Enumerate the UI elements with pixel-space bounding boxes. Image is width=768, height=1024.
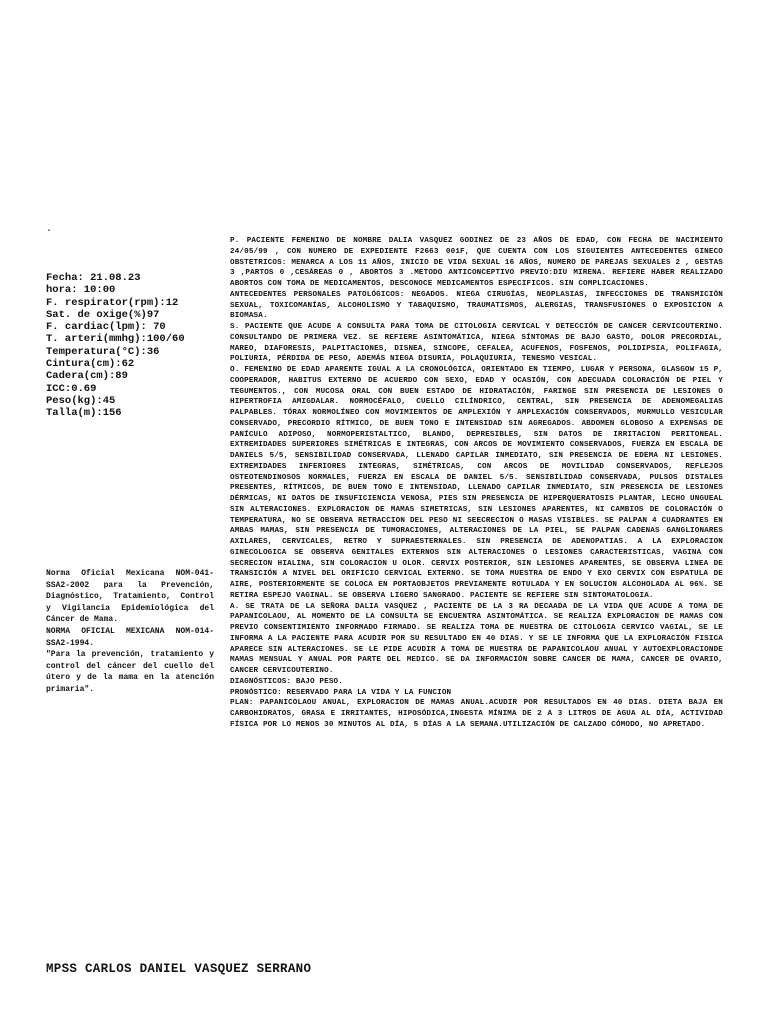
vital-waist: Cintura(cm):62 [46,358,135,371]
norma-nom-041: Norma Oficial Mexicana NOM-041-SSA2-2002 para la Prevención, Diagnóstico, Tratamiento, Control y Vigilancia Epidemiológica del Cáncer de Mama. [46,569,214,625]
vital-height: Talla(m):156 [46,407,122,420]
vital-signs [46,272,216,420]
note-assessment: A. SE TRATA DE LA SEÑORA DALIA VASQUEZ , PACIENTE DE LA 3 RA DECAADA DE LA VIDA QUE ACUDE A TOMA DE PAPANICOLAOU, AL MOMENTO DE LA CONSULTA SE ENCUENTRA ASINTOMÁTICA. SE REALIZA EXPLORACION DE MAMAS CON PREVIO CONSENTIMIENTO INFORMADO FIRMADO. SE REALIZA TOMA DE MUESTRA DE CITOLOGIA CERVICO VAGIAL, SE LE INFORMA A LA PACIENTE PARA ACUDIR POR SU RESULTADO EN 40 DIAS. Y SE LE INFORMA QUE LA EXPLORACIÓN FISICA APARECE SIN ALTERACIONES. SE LE PIDE ACUDIR A TOMA DE MUESTRA DE PAPANICOLAOU ANUAL Y AUTOEXPLORACIONDE MAMAS MENSUAL Y ANUAL POR PARTE DEL MEDICO. SE DA INFORMACIÓN SOBRE CANCER DE MAMA, CANCER DE OVARIO, CANCER CERVICOUTERINO. [230,602,723,675]
note-subjective: S. PACIENTE QUE ACUDE A CONSULTA PARA TOMA DE CITOLOGIA CERVICAL Y DETECCIÓN DE CANCER CERVICOUTERINO. CONSULTANDO DE PRIMERA VEZ. SE REFIERE ASINTOMÁTICA, NIEGA SÍNTOMAS DE BAJO GASTO, DOLOR PRECORDIAL, MAREO, DIAFORESIS, PALPITACIONES, DISNEA, SINCOPE, CEFALEA, ACUFENOS, FOSFENOS, POLIDIPSIA, POLIFAGIA, POLIURIA, PÉRDIDA DE PESO, ADEMÁS NIEGA DISURIA, POLAQUIURIA, TENESMO VESICAL. [230,323,723,364]
clinical-note [230,236,723,731]
note-plan: PLAN: PAPANICOLAOU ANUAL, EXPLORACION DE MAMAS ANUAL.ACUDIR POR RESULTADOS EN 40 DIAS. DIETA BAJA EN CARBOHIDRATOS, GRASA E IRRITANTES, HIPOSÓDICA,INGESTA MÍNIMA DE 2 A 3 LITROS DE AGUA AL DÍA, ACTIVIDAD FÍSICA POR LO MENOS 30 MINUTOS AL DÍA, 5 DÍAS A LA SEMANA.UTILIZACIÓN DE CALZADO CÓMODO, NO APRETADO. [230,699,723,729]
vital-icc: ICC:0.69 [46,382,97,395]
vital-temperature: Temperatura(°C):36 [46,345,160,358]
norma-reference [46,568,214,696]
norma-nom-014: NORMA OFICIAL MEXICANA NOM-014-SSA2-1994. [46,626,214,648]
vital-oxygen-saturation: Sat. de oxige(%)97 [46,308,160,321]
vital-time: hora: 10:00 [46,284,116,297]
vital-date: Fecha: 21.08.23 [46,272,141,284]
stray-mark: . [46,224,53,235]
vital-weight: Peso(kg):45 [46,394,116,407]
vital-blood-pressure: T. arteri(mmhg):100/60 [46,333,185,346]
note-prognosis: PRONÓSTICO: RESERVADO PARA LA VIDA Y LA FUNCION [230,688,452,697]
note-patient-history: P. PACIENTE FEMENINO DE NOMBRE DALIA VASQUEZ GODINEZ DE 23 AÑOS DE EDAD, CON FECHA DE NACIMIENTO 24/05/99 , CON NUMERO DE EXPEDIENTE F2663 001F, QUE CUENTA CON LOS SIGUIENTES ANTECEDENTES GINECO OBSTETRICOS: MENARCA A LOS 11 AÑOS, INICIO DE VIDA SEXUAL 16 AÑOS, NUMERO DE PAREJAS SEXUALES 2 , GESTAS 3 ,PARTOS 0 ,CESÁREAS 0 , ABORTOS 3 .METODO ANTICONCEPTIVO PREVIO:DIU MIRENA. REFIERE HABER REALIZADO ABORTOS CON TOMA DE MEDICAMENTOS, DESCONOCE MEDICAMENTOS ESPECIFICOS. SIN COMPLICACIONES. [230,237,723,288]
note-pathological-history: ANTECEDENTES PERSONALES PATOLÓGICOS: NEGADOS. NIEGA CIRUGÍAS, NEOPLASIAS, INFECCIONES DE TRANSMICIÓN SEXUAL, TOXICOMANÍAS, ALCOHOLISMO Y TABAQUISMO, TRAUMATISMOS, ALERGIAS, TRANSFUSIONES O EXPOSICION A BIOMASA. [230,290,723,321]
vital-respiratory-rate: F. respirator(rpm):12 [46,296,179,309]
norma-quote: "Para la prevención, tratamiento y control del cáncer del cuello del útero y de la mama en la atención primaria". [46,650,214,694]
physician-signature: MPSS CARLOS DANIEL VASQUEZ SERRANO [46,962,312,976]
vital-heart-rate: F. cardiac(lpm): 70 [46,321,166,334]
vital-hip: Cadera(cm):89 [46,370,128,383]
note-objective: O. FEMENINO DE EDAD APARENTE IGUAL A LA CRONOLÓGICA, ORIENTADO EN TIEMPO, LUGAR Y PERSONA, GLASGOW 15 P, COOPERADOR, HABITUS EXTERNO DE ACUERDO CON SEXO, EDAD Y OCASIÓN, CON ADECUADA COLORACIÓN DE PIEL Y TEGUMENTOS., CON MUCOSA ORAL CON BUEN ESTADO DE HIDRATACIÓN, FARINGE SIN PRESENCIA DE LESIONES O HIPERTROFIA AMIGDALAR. NORMOCÉFALO, CUELLO CILÍNDRICO, CENTRAL, SIN PRESENCIA DE ADENOMEGALIAS PALPABLES. TÓRAX NORMOLÍNEO CON MOVIMIENTOS DE AMPLEXIÓN Y AMPLEXACIÓN CONSERVADOS, MURMULLO VESICULAR CONSERVADO, PRECORDIO RÍTMICO, DE BUEN TONO E INTENSIDAD SIN AGREGADOS. ABDOMEN GLOBOSO A EXPENSAS DE PANÍCULO ADIPOSO, NORMOPERISTALTICO, BLANDO, DEPRESIBLES, SIN DATOS DE IRRITACION PERITONEAL. EXTREMIDADES SUPERIORES SIMÉTRICAS E INTEGRAS, CON ARCOS DE MOVIMIENTO CONSERVADOS, FUERZA EN ESCALA DE DANIELS 5/5, SENSIBILIDAD CONSERVADA, LLENADO CAPILAR INMEDIATO, SIN PRESENCIA DE EDEMA NI LESIONES. EXTREMIDADES INFERIORES INTEGRAS, SIMÉTRICAS, CON ARCOS DE MOVILIDAD CONSERVADOS, REFLEJOS OSTEOTENDINOSOS NORMALES, FUERZA EN ESCALA DE DANIEL 5/5. SENSIBILIDAD CONSERVADA, PULSOS DISTALES PRESENTES, RÍTMICOS, DE BUEN TONO E INTENSIDAD, LLENADO CAPILAR INMEDIATO, SIN PRESENCIA DE LESIONES DÉRMICAS, NI DATOS DE INSUFICIENCIA VENOSA, PIES SIN PRESENCIA DE HIPERQUERATOSIS PLANTAR, LECHO UNGUEAL SIN ALTERACIONES. EXPLORACION DE MAMAS SIMETRICAS, SIN LESIONES APARENTES, NI CAMBIOS DE COLORACIÓN O TEMPERATURA, NO SE OBSERVA RETRACCION DEL PESO NI SEECRECION O MASAS VISIBLES. SE PALPAN 4 CUADRANTES EN AMBAS MAMAS, SIN PRESENCIA DE TUMORACIONES, ALTERACIONES DE LA PIEL, SE PALPAN CADENAS GANGLIONARES AXILARES, CERVICALES, RETRO Y SUPRAESTERNALES. SIN PRESENCIA DE ADENOPATIAS. A LA EXPLORACION GINECOLOGICA SE OBSERVA GENITALES EXTERNOS SIN ALTERACIONES O LESIONES CARACTERISTICAS, VAGINA CON SECRECION HIALINA, SIN COLORACION U OLOR. CERVIX POSTERIOR, SIN LESIONES APARENTES, SE OBSERVA LINEA DE TRANSICIÓN A NIVEL DEL ORIFICIO CERVICAL EXTERNO. SE TOMA MUESTRA DE ENDO Y EXO CERVIX CON ESPATULA DE AIRE, POSTERIORMENTE SE COLOCA EN PORTAOBJETOS PREVIAMENTE ROTULADA Y EN SOLUCION ALCOHOLADA AL 96%. SE RETIRA ESPEJO VAGINAL. SE OBSERVA LIGERO SANGRADO. PACIENTE SE REFIERE SIN SINTOMATOLOGIA. [230,366,723,600]
note-diagnosis: DIAGNÓSTICOS: BAJO PESO. [230,677,343,686]
